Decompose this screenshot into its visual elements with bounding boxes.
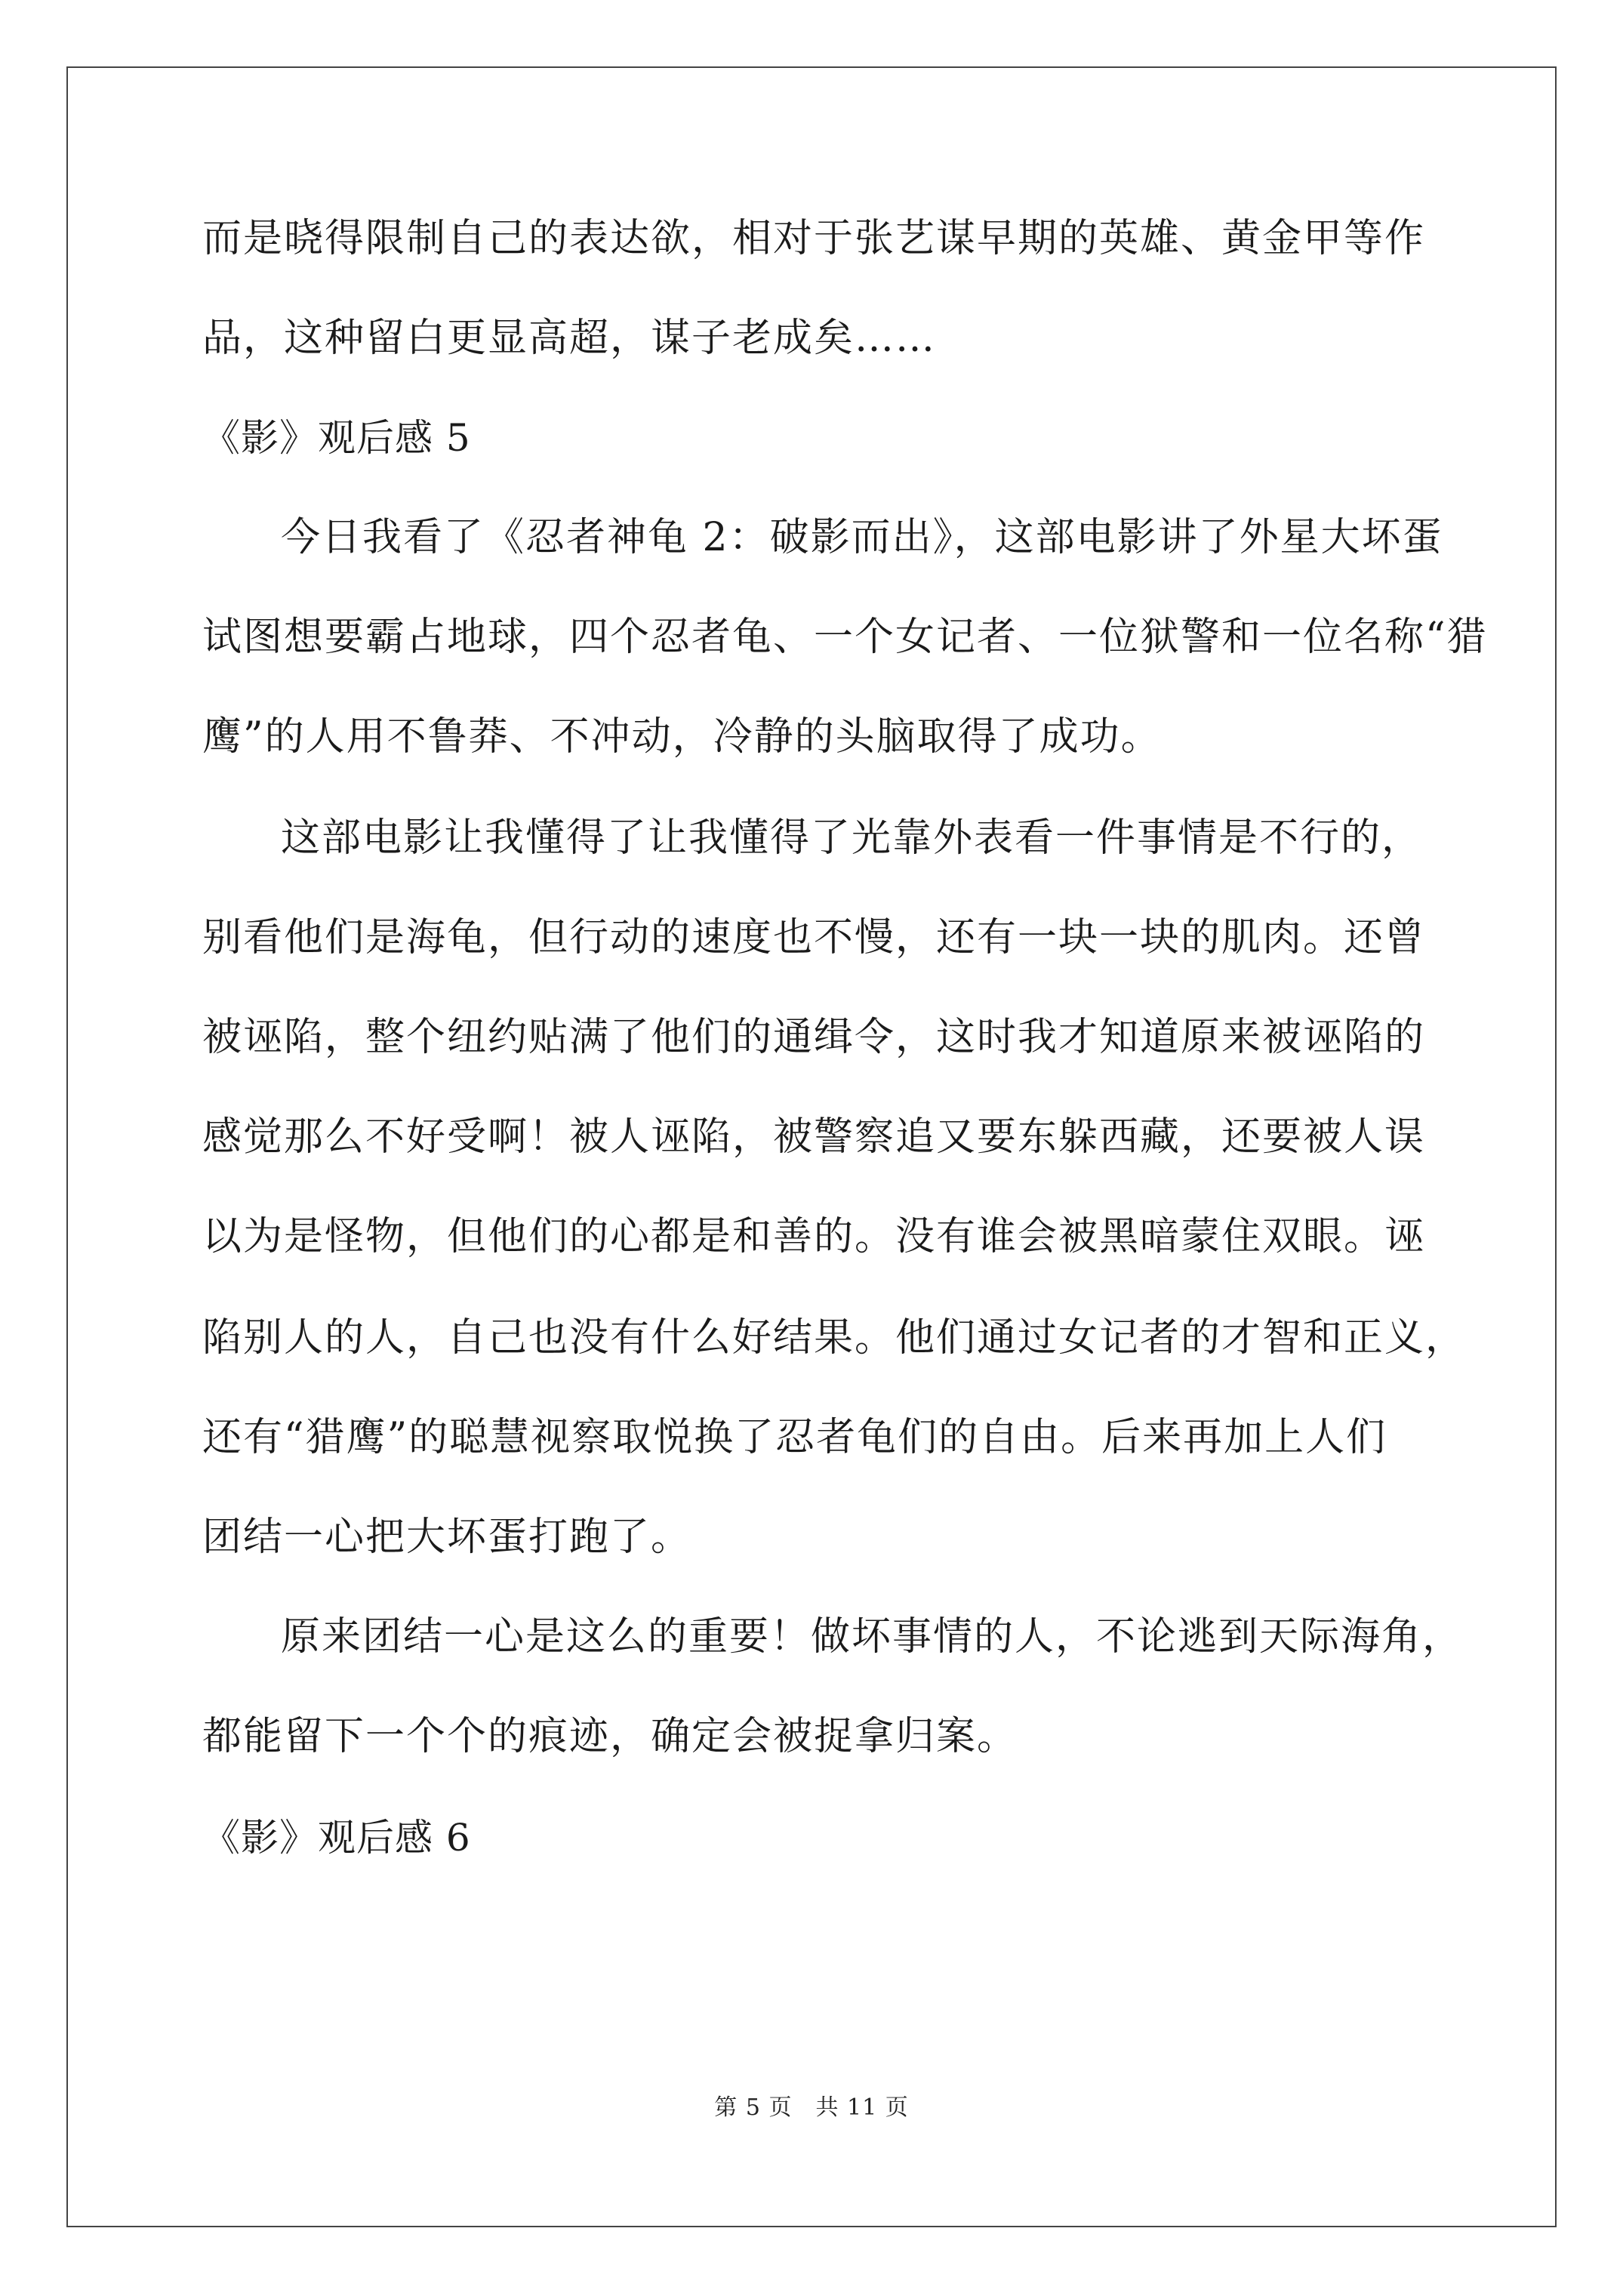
text-line: 这部电影让我懂得了让我懂得了光靠外表看一件事情是不行的， [281,815,1423,861]
text-line: 鹰”的人用不鲁莽、不冲动，冷静的头脑取得了成功。 [202,714,1162,760]
page-number: 第 5 页 共 11 页 [714,2094,909,2121]
text-line: 被诬陷，整个纽约贴满了他们的通缉令，这时我才知道原来被诬陷的 [202,1015,1426,1060]
text-line: 还有“猎鹰”的聪慧视察取悦换了忍者龟们的自由。后来再加上人们 [202,1415,1387,1460]
text-line: 以为是怪物，但他们的心都是和善的。没有谁会被黑暗蒙住双眼。诬 [202,1214,1426,1259]
text-line: 感觉那么不好受啊！被人诬陷，被警察追又要东躲西藏，还要被人误 [202,1114,1426,1160]
text-line: 陷别人的人，自己也没有什么好结果。他们通过女记者的才智和正义， [202,1315,1467,1361]
text-line: 原来团结一心是这么的重要！做坏事情的人，不论逃到天际海角， [281,1614,1464,1660]
section-heading: 《影》观后感 6 [202,1816,471,1860]
text-line: 今日我看了《忍者神龟 2：破影而出》，这部电影讲了外星大坏蛋 [281,515,1443,560]
text-line: 都能留下一个个的痕迹，确定会被捉拿归案。 [202,1714,1018,1759]
text-line: 品，这种留白更显高超，谋子老成矣…… [202,316,937,361]
text-line: 试图想要霸占地球，四个忍者龟、一个女记者、一位狱警和一位名称“猎 [202,615,1488,660]
text-line: 而是晓得限制自己的表达欲，相对于张艺谋早期的英雄、黄金甲等作 [202,216,1426,261]
section-heading: 《影》观后感 5 [202,416,471,460]
text-line: 别看他们是海龟，但行动的速度也不慢，还有一块一块的肌肉。还曾 [202,915,1426,960]
text-line: 团结一心把大坏蛋打跑了。 [202,1515,692,1560]
